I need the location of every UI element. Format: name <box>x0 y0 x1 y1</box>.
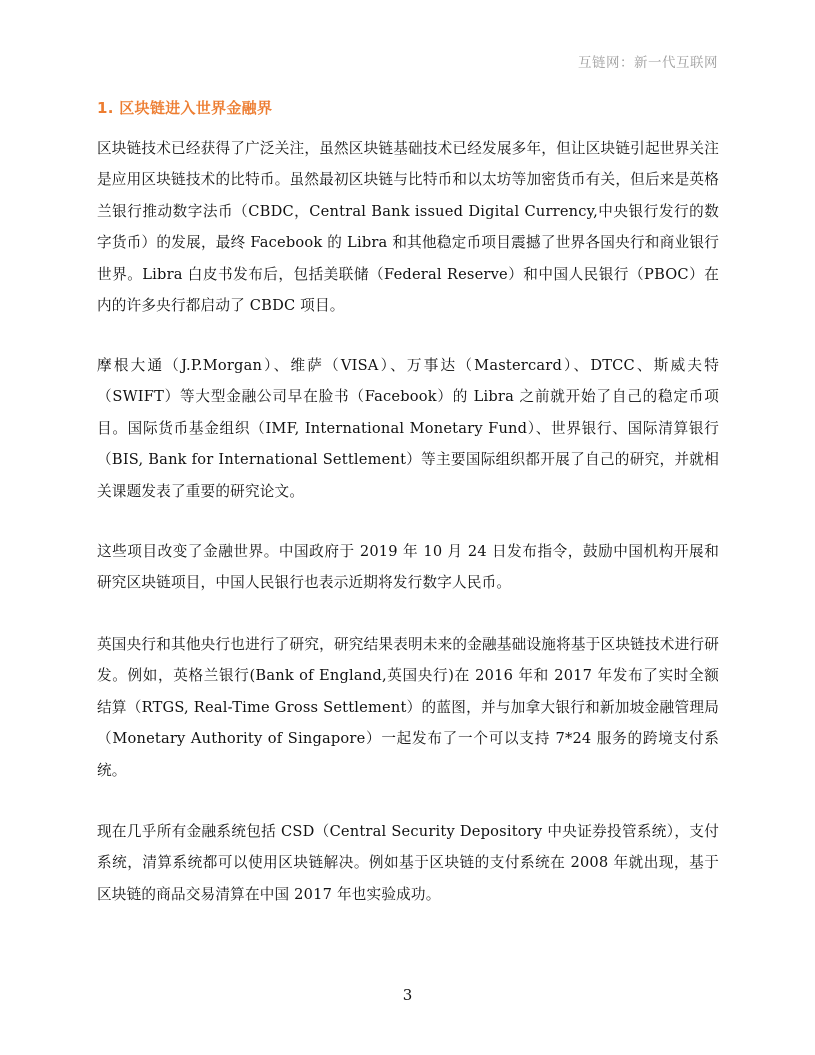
paragraph-4: 英国央行和其他央行也进行了研究，研究结果表明未来的金融基础设施将基于区块链技术进行研发。例如，英格兰银行(Bank of England,英国央行)在 2016 年和 2017 年发布了实时全额结算（RTGS, Real-Time Gross Settlement）的蓝图，并与加拿大银行和新加坡金融管理局（Monetary Authority of Singapore）一起发布了一个可以支持 7*24 服务的跨境支付系统。 <box>97 636 719 779</box>
page-number: 3 <box>402 986 413 1004</box>
paragraph-1: 区块链技术已经获得了广泛关注，虽然区块链基础技术已经发展多年，但让区块链引起世界关注是应用区块链技术的比特币。虽然最初区块链与比特币和以太坊等加密货币有关，但后来是英格兰银行推动数字法币（CBDC，Central Bank issued Digital Currency,中央银行发行的数字货币）的发展，最终 Facebook 的 Libra 和其他稳定币项目震撼了世界各国央行和商业银行世界。Libra 白皮书发布后，包括美联储（Federal Reserve）和中国人民银行（PBOC）在内的许多央行都启动了 CBDC 项目。 <box>97 140 719 315</box>
paragraph-5: 现在几乎所有金融系统包括 CSD（Central Security Depository 中央证券投管系统），支付系统，清算系统都可以使用区块链解决。例如基于区块链的支付系统在 2008 年就出现，基于区块链的商品交易清算在中国 2017 年也实验成功。 <box>97 823 719 903</box>
paragraph-2: 摩根大通（J.P.Morgan）、维萨（VISA）、万事达（Mastercard）、DTCC、斯威夫特（SWIFT）等大型金融公司早在脸书（Facebook）的 Libra 之前就开始了自己的稳定币项目。国际货币基金组织（IMF, International Monetary Fund）、世界银行、国际清算银行（BIS, Bank for International Settlement）等主要国际组织都开展了自己的研究，并就相关课题发表了重要的研究论文。 <box>97 357 719 500</box>
running-header: 互链网：新一代互联网 <box>578 55 718 71</box>
section-heading: 1. 区块链进入世界金融界 <box>97 99 273 117</box>
paragraph-3: 这些项目改变了金融世界。中国政府于 2019 年 10 月 24 日发布指令，鼓励中国机构开展和研究区块链项目，中国人民银行也表示近期将发行数字人民币。 <box>97 543 719 592</box>
